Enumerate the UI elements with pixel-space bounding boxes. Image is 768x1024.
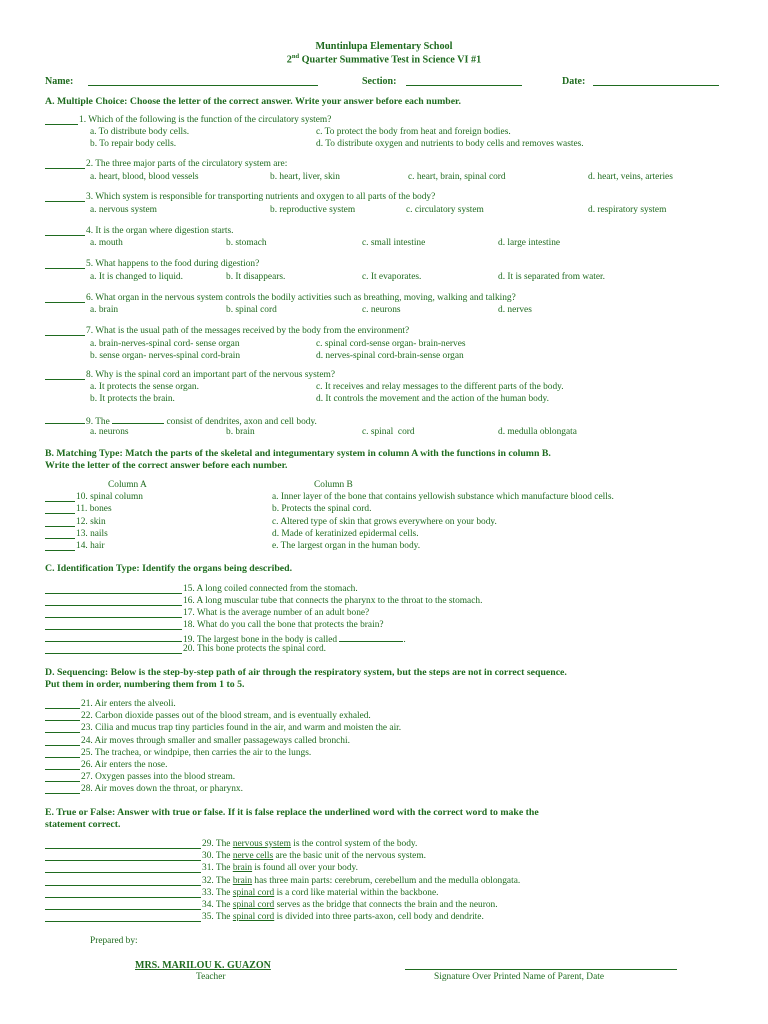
sequence-item: 26. Air enters the nose. — [81, 760, 168, 770]
part-e-heading-line2: statement correct. — [45, 819, 121, 830]
answer-blank-26[interactable] — [45, 761, 80, 770]
question-5: 5. What happens to the food during digestion? — [86, 259, 260, 269]
option: d. It is separated from water. — [498, 272, 605, 282]
test-title — [0, 54, 768, 66]
column-b-item: e. The largest organ in the human body. — [272, 541, 421, 551]
section-field[interactable] — [406, 77, 522, 86]
part-d-heading: D. Sequencing: Below is the step-by-step path of air through the respiratory system, but the steps are not in correct sequence. — [45, 667, 567, 678]
answer-blank-35[interactable] — [45, 913, 201, 922]
statement-end: is found all over your body. — [252, 863, 358, 873]
option: b. brain — [226, 427, 255, 437]
answer-blank-2[interactable] — [45, 160, 85, 169]
column-a-item: 13. nails — [76, 529, 108, 539]
fill-in-blank-9[interactable] — [112, 415, 164, 424]
identification-item-19: 19. The largest bone in the body is called . — [183, 635, 406, 645]
question-2: 2. The three major parts of the circulatory system are: — [86, 159, 288, 169]
sequence-item: 24. Air moves through smaller and smaller passageways called bronchi. — [81, 736, 350, 746]
identification-item: 20. This bone protects the spinal cord. — [183, 644, 327, 654]
option: c. It evaporates. — [362, 272, 422, 282]
question-7: 7. What is the usual path of the messages received by the body from the environment? — [86, 326, 410, 336]
option: a. neurons — [90, 427, 129, 437]
option: b. sense organ- nerves-spinal cord-brain — [90, 351, 241, 361]
option: b. It disappears. — [226, 272, 286, 282]
statement-end: has three main parts: cerebrum, cerebellum and the medulla oblongata. — [252, 876, 521, 886]
signature-label: Signature Over Printed Name of Parent, Date — [434, 972, 604, 982]
column-b-item: d. Made of keratinized epidermal cells. — [272, 529, 419, 539]
true-false-item — [202, 889, 439, 898]
option: d. respiratory system — [588, 205, 667, 215]
identification-item: 18. What do you call the bone that protects the brain? — [183, 620, 384, 630]
column-b-item: c. Altered type of skin that grows everywhere on your body. — [272, 517, 497, 527]
column-a-item: 12. skin — [76, 517, 106, 527]
answer-blank-6[interactable] — [45, 294, 85, 303]
option: d. It controls the movement and the action of the human body. — [316, 394, 549, 404]
part-a-heading: A. Multiple Choice: Choose the letter of the correct answer. Write your answer before each number. — [45, 96, 461, 107]
true-false-item — [202, 913, 484, 922]
option: b. spinal cord — [226, 305, 277, 315]
teacher-role: Teacher — [196, 972, 226, 982]
statement-start: 29. The — [202, 839, 233, 849]
statement-start: 34. The — [202, 900, 233, 910]
answer-blank-27[interactable] — [45, 773, 80, 782]
answer-blank-21[interactable] — [45, 700, 80, 709]
answer-blank-30[interactable] — [45, 852, 201, 861]
answer-blank-31[interactable] — [45, 864, 201, 873]
option: c. It receives and relay messages to the different parts of the body. — [316, 382, 564, 392]
underlined-term: nervous system — [232, 839, 291, 849]
true-false-item — [202, 901, 498, 910]
true-false-item — [202, 877, 520, 886]
date-label: Date: — [562, 76, 586, 87]
question-9-end: consist of dendrites, axon and cell body. — [164, 417, 317, 427]
option: d. nerves — [498, 305, 532, 315]
part-c-heading: C. Identification Type: Identify the organs being described. — [45, 563, 293, 574]
column-a-header: Column A — [108, 480, 147, 490]
answer-blank-34[interactable] — [45, 901, 201, 910]
part-d-heading-line2: Put them in order, numbering them from 1 to 5. — [45, 679, 245, 690]
option: d. large intestine — [498, 238, 561, 248]
column-a-item: 11. bones — [76, 504, 112, 514]
underlined-term: brain — [232, 863, 253, 873]
option: d. medulla oblongata — [498, 427, 577, 437]
answer-blank-19[interactable] — [45, 633, 182, 642]
option: a. nervous system — [90, 205, 157, 215]
option: d. nerves-spinal cord-brain-sense organ — [316, 351, 464, 361]
answer-blank-16[interactable] — [45, 597, 182, 606]
identification-item-19-text: 19. The largest bone in the body is called — [183, 635, 340, 645]
column-a-item: 10. spinal column — [76, 492, 143, 502]
statement-start: 35. The — [202, 912, 233, 922]
answer-blank-22[interactable] — [45, 712, 80, 721]
test-title-rest: Quarter Summative Test in Science VI #1 — [299, 54, 482, 66]
statement-start: 31. The — [202, 863, 233, 873]
prepared-by-label: Prepared by: — [90, 936, 138, 946]
option: d. heart, veins, arteries — [588, 172, 673, 182]
name-label: Name: — [45, 76, 74, 87]
answer-blank-1[interactable] — [45, 116, 78, 125]
sequence-item: 21. Air enters the alveoli. — [81, 699, 176, 709]
option: c. circulatory system — [406, 205, 484, 215]
sequence-item: 23. Cilia and mucus trap tiny particles found in the air, and warm and moisten the air. — [81, 723, 402, 733]
answer-blank-32[interactable] — [45, 877, 201, 886]
parent-signature-field[interactable] — [405, 961, 677, 970]
answer-blank-11[interactable] — [45, 505, 75, 514]
option: c. heart, brain, spinal cord — [408, 172, 506, 182]
question-9 — [86, 415, 317, 427]
identification-item: 17. What is the average number of an adult bone? — [183, 608, 370, 618]
statement-end: is the control system of the body. — [290, 839, 418, 849]
part-b-heading-line2: Write the letter of the correct answer before each number. — [45, 460, 288, 471]
statement-end: are the basic unit of the nervous system. — [273, 851, 426, 861]
true-false-item — [202, 864, 358, 873]
question-1: 1. Which of the following is the function of the circulatory system? — [79, 115, 332, 125]
teacher-name: MRS. MARILOU K. GUAZON — [135, 960, 271, 971]
answer-blank-17[interactable] — [45, 609, 182, 618]
answer-blank-33[interactable] — [45, 889, 201, 898]
option: a. To distribute body cells. — [90, 127, 190, 137]
school-name: Muntinlupa Elementary School — [315, 41, 453, 52]
statement-start: 32. The — [202, 876, 233, 886]
statement-end: is divided into three parts-axon, cell body and dendrite. — [274, 912, 484, 922]
option: b. stomach — [226, 238, 267, 248]
statement-start: 30. The — [202, 851, 233, 861]
date-field[interactable] — [593, 77, 719, 86]
option: b. heart, liver, skin — [270, 172, 340, 182]
underlined-term: spinal cord — [232, 888, 275, 898]
question-3: 3. Which system is responsible for transporting nutrients and oxygen to all parts of the body? — [86, 192, 436, 202]
underlined-term: spinal cord — [232, 912, 275, 922]
answer-blank-8[interactable] — [45, 371, 85, 380]
answer-blank-4[interactable] — [45, 227, 85, 236]
statement-end: serves as the bridge that connects the brain and the neuron. — [274, 900, 498, 910]
column-b-header: Column B — [314, 480, 353, 490]
answer-blank-7[interactable] — [45, 327, 85, 336]
sequence-item: 27. Oxygen passes into the blood stream. — [81, 772, 236, 782]
statement-start: 33. The — [202, 888, 233, 898]
column-b-item: b. Protects the spinal cord. — [272, 504, 372, 514]
answer-blank-14[interactable] — [45, 542, 75, 551]
statement-end: is a cord like material within the backbone. — [274, 888, 439, 898]
answer-blank-15[interactable] — [45, 585, 182, 594]
option: c. small intestine — [362, 238, 426, 248]
option: b. It protects the brain. — [90, 394, 175, 404]
sequence-item: 22. Carbon dioxide passes out of the blood stream, and is eventually exhaled. — [81, 711, 371, 721]
option: a. heart, blood, blood vessels — [90, 172, 199, 182]
underlined-term: spinal cord — [232, 900, 275, 910]
fill-in-blank-19[interactable] — [339, 633, 403, 642]
identification-item: 16. A long muscular tube that connects the pharynx to the throat to the stomach. — [183, 596, 483, 606]
answer-blank-28[interactable] — [45, 785, 80, 794]
true-false-item — [202, 852, 426, 861]
option: a. It is changed to liquid. — [90, 272, 183, 282]
answer-blank-18[interactable] — [45, 621, 182, 630]
answer-blank-12[interactable] — [45, 518, 75, 527]
option: c. spinal cord — [362, 427, 415, 437]
identification-item: 15. A long coiled connected from the stomach. — [183, 584, 358, 594]
answer-blank-24[interactable] — [45, 737, 80, 746]
answer-blank-9[interactable] — [45, 415, 85, 424]
test-title-number: 2 — [286, 54, 292, 66]
sequence-item: 25. The trachea, or windpipe, then carries the air to the lungs. — [81, 748, 312, 758]
answer-blank-29[interactable] — [45, 840, 201, 849]
answer-blank-23[interactable] — [45, 724, 80, 733]
answer-blank-13[interactable] — [45, 530, 75, 539]
column-b-item: a. Inner layer of the bone that contains yellowish substance which manufacture blood cells. — [272, 492, 614, 502]
question-8: 8. Why is the spinal cord an important part of the nervous system? — [86, 370, 335, 380]
option: b. To repair body cells. — [90, 139, 177, 149]
section-label: Section: — [362, 76, 397, 87]
answer-blank-20[interactable] — [45, 645, 182, 654]
option: c. To protect the body from heat and foreign bodies. — [316, 127, 511, 137]
question-6: 6. What organ in the nervous system controls the bodily activities such as breathing, moving, walking and talking? — [86, 293, 516, 303]
column-a-item: 14. hair — [76, 541, 105, 551]
part-e-heading: E. True or False: Answer with true or false. If it is false replace the underlined word with the correct word to make the — [45, 807, 539, 818]
underlined-term: brain — [232, 876, 253, 886]
question-9-start: 9. The — [86, 417, 113, 427]
option: b. reproductive system — [270, 205, 356, 215]
sequence-item: 28. Air moves down the throat, or pharynx. — [81, 784, 243, 794]
name-field[interactable] — [88, 77, 318, 86]
question-4: 4. It is the organ where digestion starts. — [86, 226, 234, 236]
option: a. brain-nerves-spinal cord- sense organ — [90, 339, 240, 349]
part-b-heading: B. Matching Type: Match the parts of the skeletal and integumentary system in column A with the functions in column B. — [45, 448, 551, 459]
answer-blank-5[interactable] — [45, 260, 85, 269]
option: c. neurons — [362, 305, 401, 315]
option: a. It protects the sense organ. — [90, 382, 199, 392]
answer-blank-10[interactable] — [45, 493, 75, 502]
true-false-item — [202, 840, 417, 849]
option: d. To distribute oxygen and nutrients to body cells and removes wastes. — [316, 139, 584, 149]
option: a. mouth — [90, 238, 123, 248]
answer-blank-25[interactable] — [45, 749, 80, 758]
option: c. spinal cord-sense organ- brain-nerves — [316, 339, 466, 349]
underlined-term: nerve cells — [232, 851, 274, 861]
answer-blank-3[interactable] — [45, 193, 85, 202]
option: a. brain — [90, 305, 119, 315]
test-title-superscript: nd — [291, 53, 300, 60]
